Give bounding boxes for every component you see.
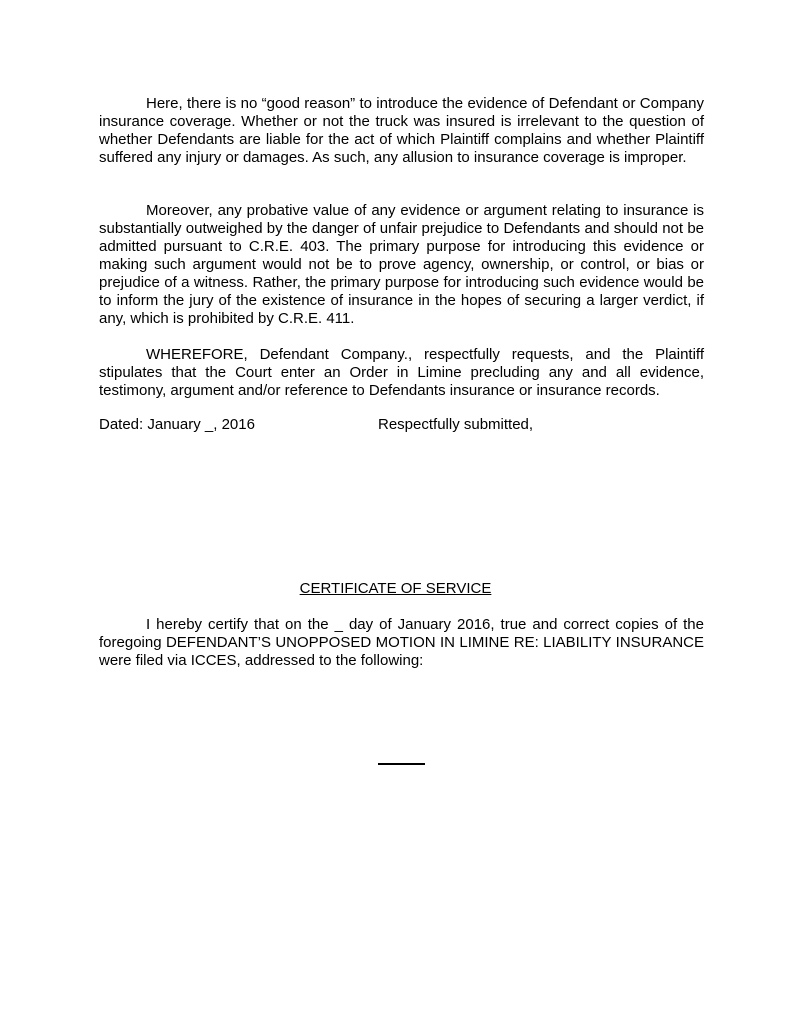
paragraph-wherefore: WHEREFORE, Defendant Company., respectfully requests, and the Plaintiff stipulates that the Court enter an Order in Limine precluding any and all evidence, testimony, argument and/or reference to Defendants insurance or insurance records. bbox=[99, 346, 704, 399]
closing-respectfully-submitted: Respectfully submitted, bbox=[378, 416, 534, 433]
certificate-body: I hereby certify that on the _ day of January 2016, true and correct copies of the foregoing DEFENDANT’S UNOPPOSED MOTION IN LIMINE RE: LIABILITY INSURANCE were filed via ICCES, addressed to the following: bbox=[99, 616, 704, 669]
paragraph-no-good-reason: Here, there is no “good reason” to introduce the evidence of Defendant or Company insurance coverage. Whether or not the truck was insured is irrelevant to the question of whether Defendants are liable for the act of which Plaintiff complains and whether Plaintiff suffered any injury or damages. As such, any allusion to insurance coverage is improper. bbox=[99, 95, 704, 166]
dated-line: Dated: January _, 2016 bbox=[99, 416, 255, 433]
certificate-of-service-heading: CERTIFICATE OF SERVICE bbox=[299, 580, 492, 597]
signature-line bbox=[378, 763, 425, 765]
paragraph-probative-value: Moreover, any probative value of any evidence or argument relating to insurance is substantially outweighed by the danger of unfair prejudice to Defendants and should not be admitted pursuant to C.R.E. 403. The primary purpose for introducing this evidence or making such argument would not be to prove agency, ownership, or control, or bias or prejudice of a witness. Rather, the primary purpose for introducing such evidence would be to inform the jury of the existence of insurance in the hopes of securing a larger verdict, if any, which is prohibited by C.R.E. 411. bbox=[99, 202, 704, 327]
